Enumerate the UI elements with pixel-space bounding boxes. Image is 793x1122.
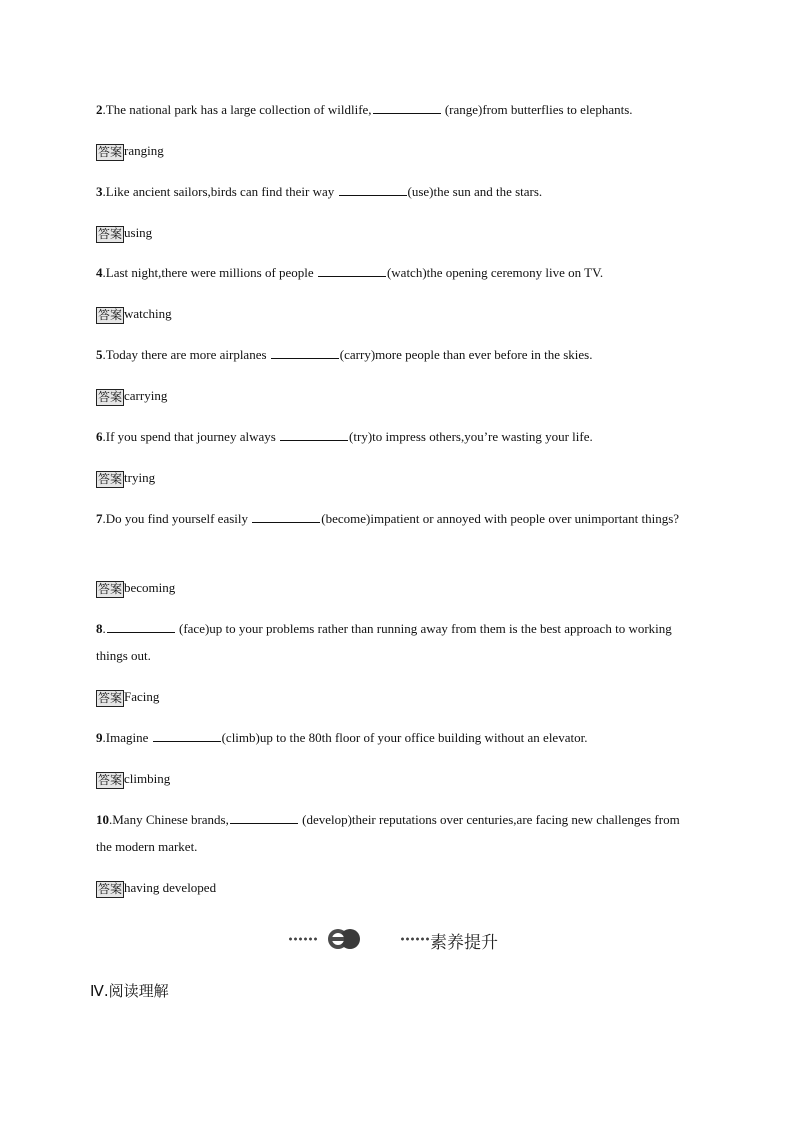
answer-row [96,142,164,161]
answer-row [96,770,170,789]
question-item [96,341,696,368]
section-heading: Ⅳ.阅读理解 [90,982,169,1000]
question-item [96,724,696,751]
question-number: 6 [96,429,103,444]
answer-text: watching [124,306,172,321]
answer-row [96,579,175,598]
question-text-before: .Many Chinese brands, [109,812,229,827]
question-text-after: (become)impatient or annoyed with people over unimportant things? [321,511,680,526]
answer-text: having developed [124,880,217,895]
answer-tag: 答案 [98,307,123,322]
question-number: 7 [96,511,103,526]
question-text-before: .Today there are more airplanes [102,347,270,362]
question-text-after: (range)from butterflies to elephants. [441,102,633,117]
answer-blank [318,264,386,277]
question-text-after: (try)to impress others,you’re wasting your life. [349,429,593,444]
answer-blank [339,183,407,196]
question-item [96,96,696,123]
answer-blank [153,729,221,742]
answer-row [96,688,159,707]
dots-decoration [288,937,318,941]
answer-text: ranging [124,143,164,158]
answer-row [96,224,152,243]
answer-row [96,387,167,406]
answer-text: using [124,225,153,240]
answer-text: climbing [124,771,171,786]
question-text-before: .If you spend that journey always [102,429,280,444]
answer-text: becoming [124,580,176,595]
answer-tag: 答案 [98,226,123,241]
question-text-after: (climb)up to the 80th floor of your office building without an elevator. [221,730,588,745]
question-text-before: .Last night,there were millions of people [102,265,317,280]
question-number: 9 [96,730,103,745]
question-item [96,178,696,205]
answer-row [96,469,155,488]
answer-text: trying [124,470,156,485]
question-text-after: (face)up to your problems rather than running away from them is the best approach to working things out. [96,621,672,663]
answer-tag: 答案 [98,881,123,896]
answer-row [96,879,216,898]
section-title: 素养提升 [430,933,498,953]
answer-blank [280,428,348,441]
question-number: 3 [96,184,103,199]
answer-tag: 答案 [98,471,123,486]
question-text-before: .Do you find yourself easily [102,511,252,526]
dots-decoration [400,937,430,941]
question-text-after: (watch)the opening ceremony live on TV. [386,265,604,280]
answer-blank [252,510,320,523]
answer-row [96,305,172,324]
answer-tag: 答案 [98,581,123,596]
question-item [96,806,694,860]
answer-tag: 答案 [98,772,123,787]
answer-text: Facing [124,689,160,704]
question-text-after: (develop)their reputations over centuries,are facing new challenges from the modern market. [96,812,680,854]
answer-blank [230,811,298,824]
answer-text: carrying [124,388,168,403]
question-text-after: (use)the sun and the stars. [407,184,543,199]
answer-tag: 答案 [98,144,123,159]
question-item [96,505,691,532]
answer-blank [373,101,441,114]
answer-blank [107,620,175,633]
section-logo-icon [324,926,368,952]
question-item [96,259,696,286]
answer-tag: 答案 [98,690,123,705]
question-text-before: .The national park has a large collection of wildlife, [102,102,372,117]
question-text-before: .Like ancient sailors,birds can find their way [102,184,338,199]
question-item [96,615,686,669]
question-text-before: .Imagine [102,730,152,745]
question-text-after: (carry)more people than ever before in the skies. [339,347,593,362]
question-item [96,423,696,450]
question-number: 4 [96,265,103,280]
answer-blank [271,346,339,359]
answer-tag: 答案 [98,389,123,404]
question-number: 5 [96,347,103,362]
question-text-before: . [102,621,106,636]
question-number: 10 [96,812,109,827]
question-number: 2 [96,102,103,117]
question-number: 8 [96,621,103,636]
section-divider [288,926,518,952]
